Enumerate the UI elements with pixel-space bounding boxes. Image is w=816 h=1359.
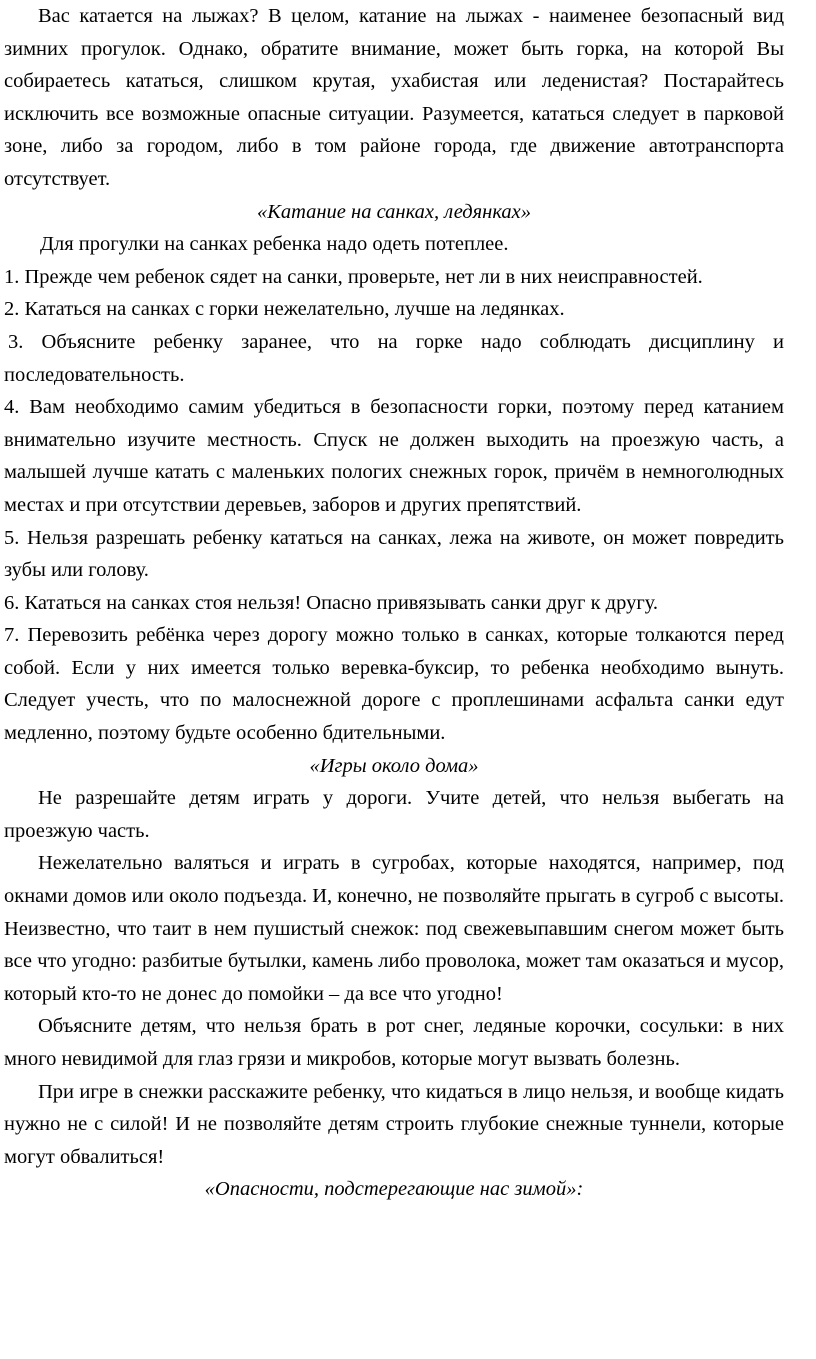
games-paragraph-3: Объясните детям, что нельзя брать в рот снег, ледяные корочки, сосульки: в них много невидимой для глаз грязи и микробов, которые могут вызвать болезнь. bbox=[4, 1015, 784, 1070]
sledding-item-6: 6. Кататься на санках стоя нельзя! Опасно привязывать санки друг к другу. bbox=[4, 591, 659, 614]
intro-paragraph: Вас катается на лыжах? В целом, катание на лыжах - наименее безопасный вид зимних прогулок. Однако, обратите внимание, может быть горка, на которой Вы собираетесь кататься, слишком крутая, ухабистая или леденистая? Постарайтесь исключить все возможные опасные ситуации. Разумеется, кататься следует в парковой зоне, либо за городом, либо в том районе города, где движение автотранспорта отсутствует. bbox=[4, 5, 784, 190]
sledding-item-7: 7. Перевозить ребёнка через дорогу можно только в санках, которые толкаются перед собой. Если у них имеется только веревка-буксир, то ребенка необходимо вынуть. Следует учесть, что по малоснежной дороге с проплешинами асфальта санки едут медленно, поэтому будьте особенно бдительными. bbox=[4, 624, 784, 745]
sledding-heading: «Катание на санках, ледянках» bbox=[256, 200, 532, 223]
games-paragraph-4: При игре в снежки расскажите ребенку, что кидаться в лицо нельзя, и вообще кидать нужно не с силой! И не позволяйте детям строить глубокие снежные туннели, которые могут обвалиться! bbox=[4, 1080, 784, 1168]
games-heading: «Игры около дома» bbox=[309, 754, 479, 777]
sledding-item-3: 3. Объясните ребенку заранее, что на горке надо соблюдать дисциплину и последовательность. bbox=[4, 330, 784, 386]
games-paragraph-1: Не разрешайте детям играть у дороги. Учите детей, что нельзя выбегать на проезжую часть. bbox=[4, 787, 784, 842]
sledding-item-1: 1. Прежде чем ребенок сядет на санки, проверьте, нет ли в них неисправностей. bbox=[4, 265, 703, 288]
sledding-item-5: 5. Нельзя разрешать ребенку кататься на санках, лежа на животе, он может повредить зубы или голову. bbox=[4, 526, 784, 582]
sledding-item-4: 4. Вам необходимо самим убедиться в безопасности горки, поэтому перед катанием внимательно изучите местность. Спуск не должен выходить на проезжую часть, а малышей лучше катать с маленьких пологих снежных горок, причём в немноголюдных местах и при отсутствии деревьев, заборов и других препятствий. bbox=[4, 396, 784, 516]
sledding-lead: Для прогулки на санках ребенка надо одеть потеплее. bbox=[40, 233, 509, 256]
dangers-heading: «Опасности, подстерегающие нас зимой»: bbox=[204, 1178, 584, 1201]
sledding-item-2: 2. Кататься на санках с горки нежелательно, лучше на ледянках. bbox=[4, 298, 565, 321]
document-page bbox=[4, 0, 784, 1206]
games-paragraph-2: Нежелательно валяться и играть в сугробах, которые находятся, например, под окнами домов или около подъезда. И, конечно, не позволяйте прыгать в сугроб с высоты. Неизвестно, что таит в нем пушистый снежок: под свежевыпавшим снегом может быть все что угодно: разбитые бутылки, камень либо проволока, может там оказаться и мусор, который кто-то не донес до помойки – да все что угодно! bbox=[4, 852, 785, 1005]
